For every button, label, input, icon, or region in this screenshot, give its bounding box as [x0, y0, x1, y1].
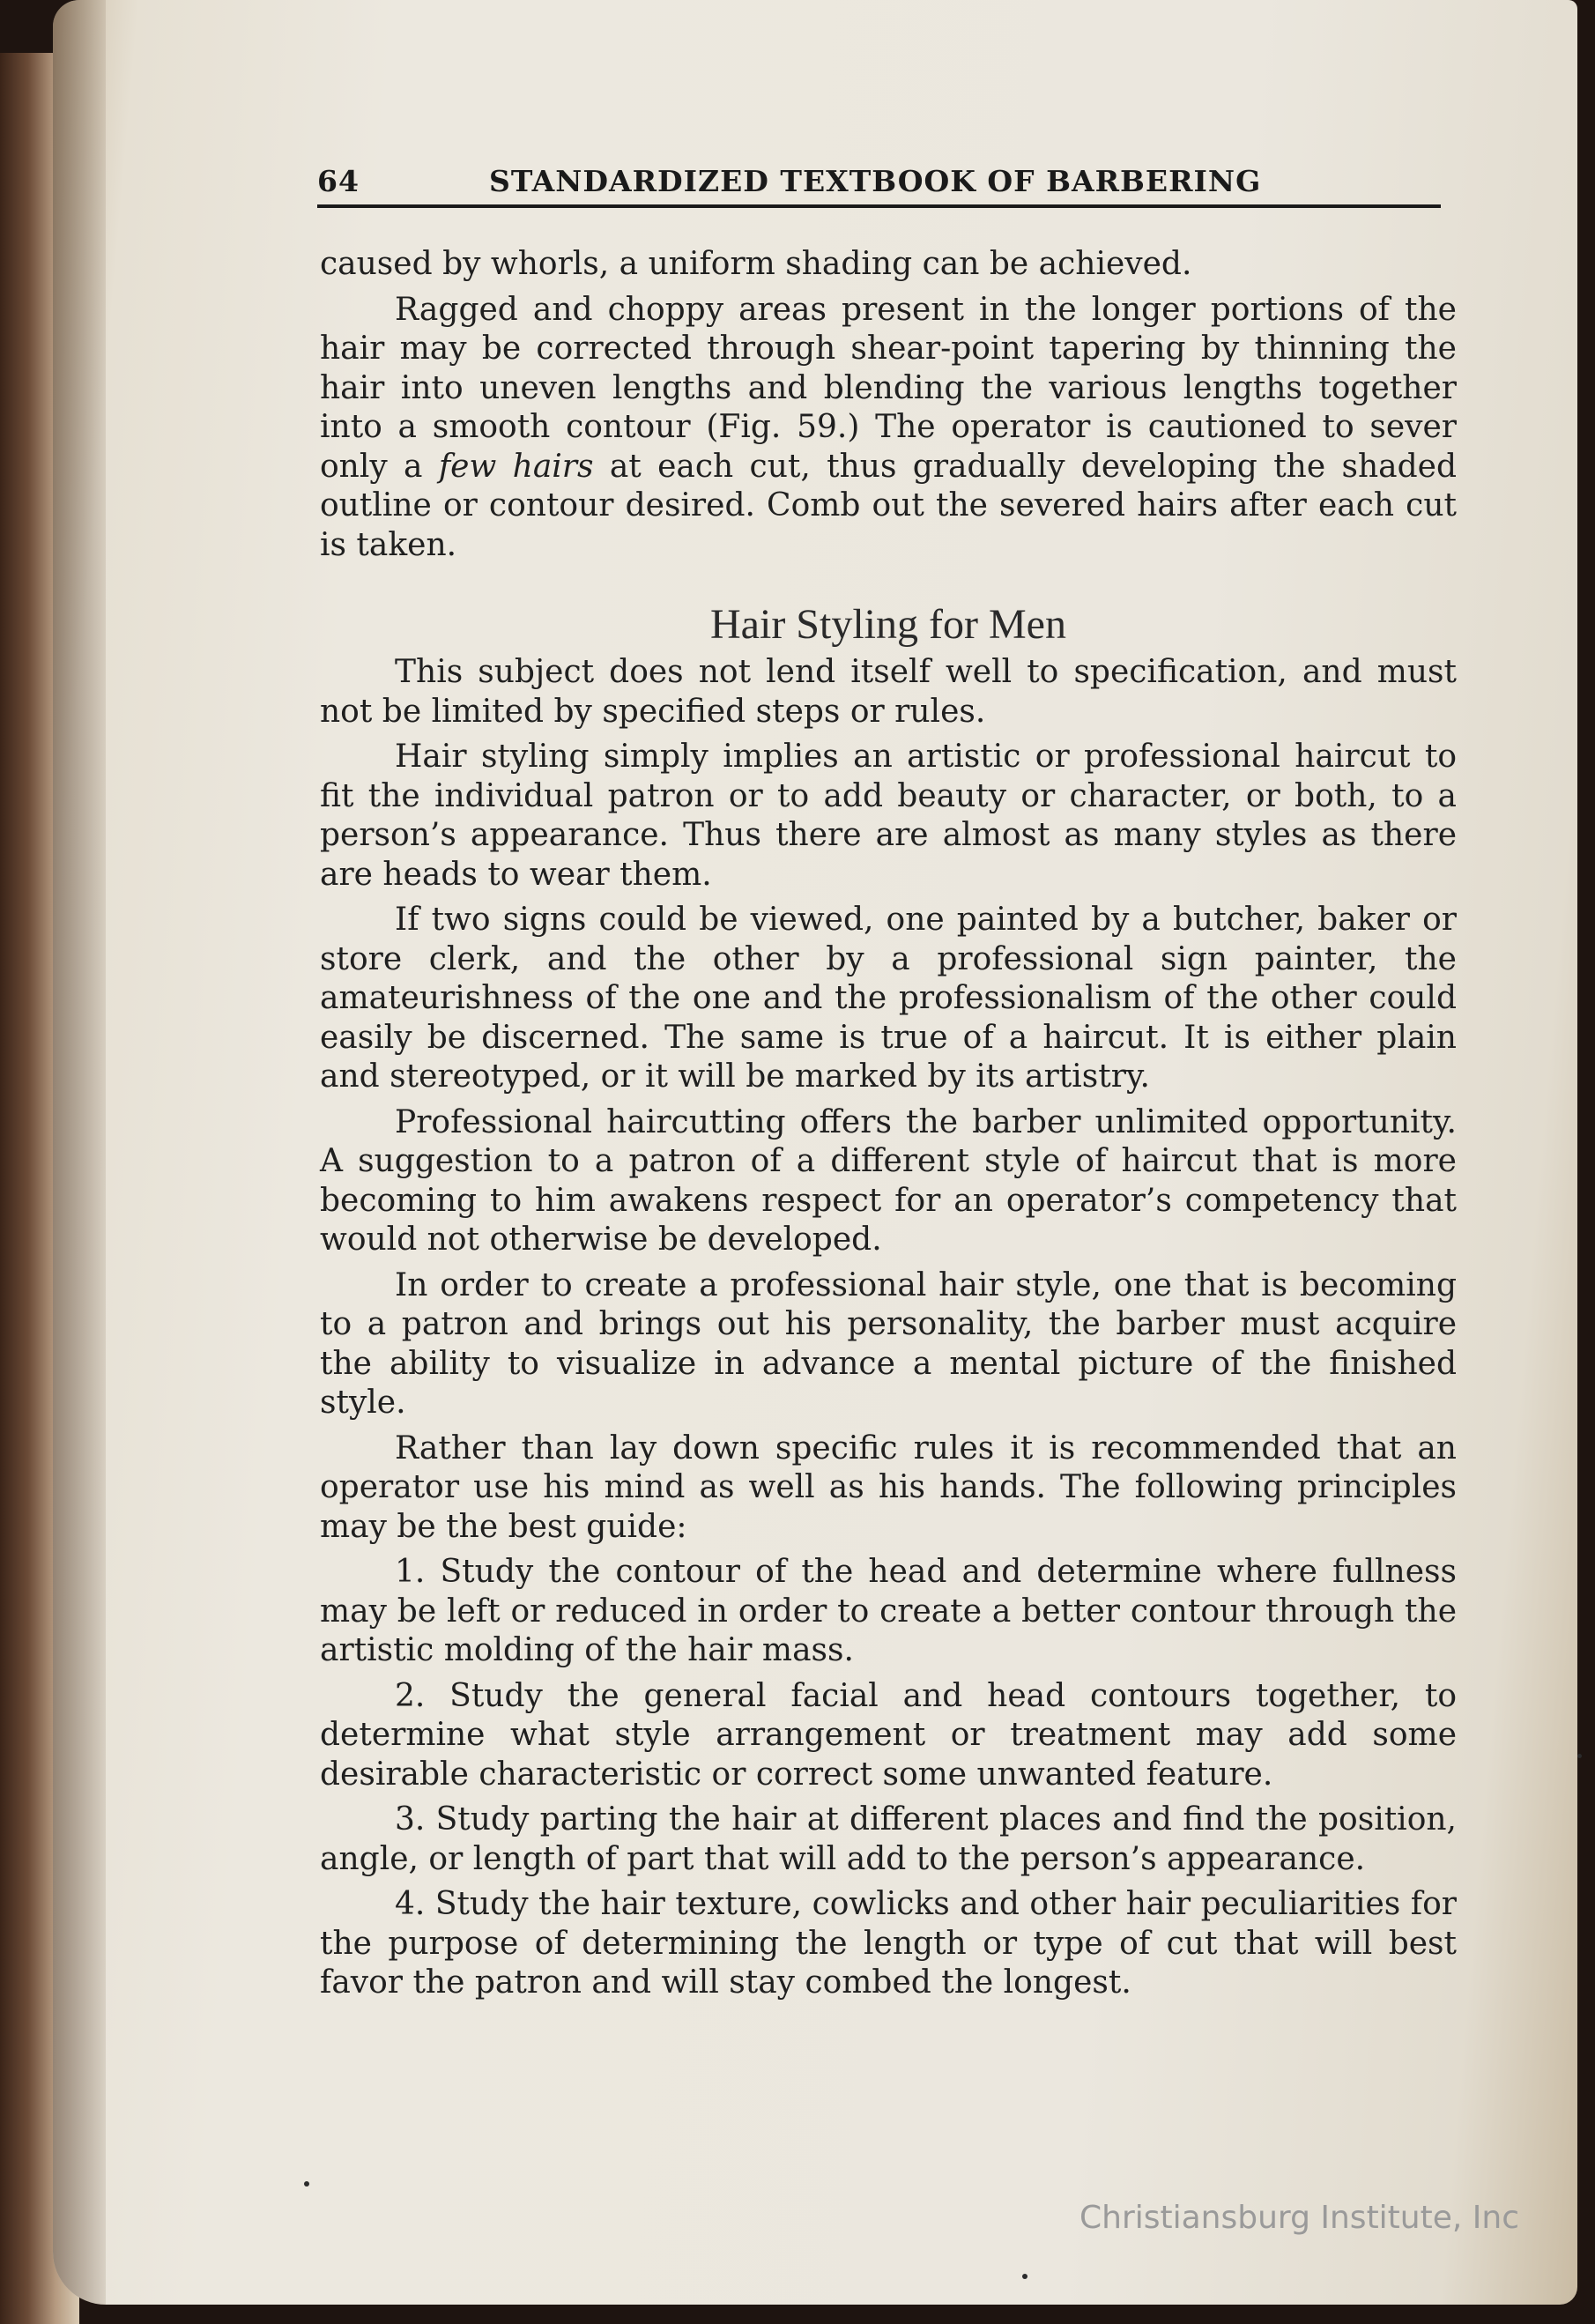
paper-speck — [304, 2181, 309, 2187]
running-header — [317, 159, 1441, 208]
list-item: 4. Study the hair texture, cowlicks and other hair peculiarities for the purpose of determining the length or type of cut that will best favor the patron and will stay combed the longest. — [320, 1886, 1457, 2001]
paragraph-text: at each cut, thus gradually developing the shaded outline or contour desired. Comb out the severed hairs after each cut is taken. — [320, 448, 1458, 563]
paragraph-continuation: caused by whorls, a uniform shading can be achieved. — [320, 246, 1192, 282]
list-item: 2. Study the general facial and head contours together, to determine what style arrangement or treatment may add some desirable characteristic or correct some unwanted feature. — [320, 1677, 1457, 1793]
paragraph: Hair styling simply implies an artistic or professional haircut to fit the individual patron or to add beauty or character, or both, to a person’s appearance. Thus there are almost as many styles as there are heads to wear them. — [320, 739, 1457, 893]
list-item: 1. Study the contour of the head and determine where fullness may be left or reduced in order to create a better contour through the artistic molding of the hair mass. — [320, 1554, 1457, 1668]
paragraph: In order to create a professional hair style, one that is becoming to a patron and brings out his personality, the barber must acquire the ability to visualize in advance a mental picture of the finished style. — [320, 1266, 1457, 1421]
paragraph-shear-point-tapering — [320, 291, 1457, 566]
section-heading: Hair Styling for Men — [710, 601, 1066, 648]
page-gutter-shadow — [53, 0, 106, 2305]
paragraph: If two signs could be viewed, one painted by a butcher, baker or store clerk, and the other by a professional sign painter, the amateurishness of the one and the professionalism of the other could easily be discerned. The same is true of a haircut. It is either plain and stereotyped, or it will be marked by its artistry. — [320, 902, 1457, 1095]
watermark: Christiansburg Institute, Inc — [1079, 2200, 1519, 2236]
list-item: 3. Study parting the hair at different places and find the position, angle, or length of part that will add to the person’s appearance. — [320, 1801, 1457, 1877]
running-title: STANDARDIZED TEXTBOOK OF BARBERING — [489, 164, 1262, 198]
page-body — [320, 245, 1457, 2009]
emphasis-text: few hairs — [438, 448, 594, 485]
paragraph-text: Ragged and choppy areas present in the longer portions of the hair may be corrected through shear-point tapering by thinning the hair into uneven lengths and blending the various lengths together into a smooth contour (Fig. 59.) The operator is cautioned to sever only a — [320, 291, 1457, 485]
paper-speck — [1022, 2274, 1027, 2279]
page-number: 64 — [317, 164, 360, 198]
paragraph: Professional haircutting offers the barber unlimited opportunity. A suggestion to a patron of a different style of haircut that is more becoming to him awakens respect for an operator’s competency that would not otherwise be developed. — [320, 1103, 1457, 1258]
paper-speck — [1577, 1754, 1582, 1758]
paragraph: Rather than lay down specific rules it is recommended that an operator use his mind as well as his hands. The following principles may be the best guide: — [320, 1429, 1457, 1545]
paragraph: This subject does not lend itself well to specification, and must not be limited by specified steps or rules. — [320, 654, 1457, 730]
